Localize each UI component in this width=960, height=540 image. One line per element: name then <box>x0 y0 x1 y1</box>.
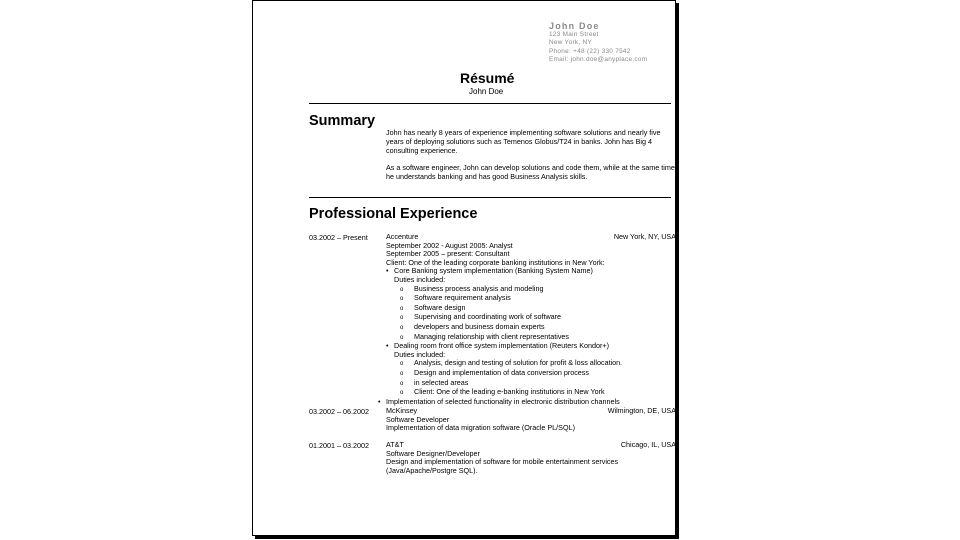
job-company: AT&T <box>386 440 404 449</box>
job-line: September 2002 - August 2005: Analyst <box>386 240 513 250</box>
project-name: Dealing room front office system implementation (Reuters Kondor+) <box>394 341 609 351</box>
duty-item: o developers and business domain experts <box>400 321 545 331</box>
duties-label: Duties included: <box>394 274 446 284</box>
job-line: Implementation of data migration software (Oracle PL/SQL) <box>386 423 575 433</box>
page-subtitle: John Doe <box>469 87 504 96</box>
bullet-icon: • <box>378 396 381 406</box>
experience-heading: Professional Experience <box>309 206 478 222</box>
bullet-icon: • <box>386 266 389 276</box>
job-line: Client: One of the leading corporate banking institutions in New York: <box>386 257 605 267</box>
job-line: Design and implementation of software for mobile entertainment services <box>386 457 619 467</box>
circle-bullet-icon: o <box>400 370 404 377</box>
page-title: Résumé <box>460 70 515 86</box>
duty-item: o Software requirement analysis <box>400 293 511 303</box>
circle-bullet-icon: o <box>400 390 404 397</box>
job-location: New York, NY, USA <box>613 232 676 241</box>
contact-city: New York, NY <box>549 39 593 47</box>
job-company: McKinsey <box>386 406 418 415</box>
duty-item: o Supervising and coordinating work of software <box>400 312 562 322</box>
duty-item: o Client: One of the leading e-banking institutions in New York <box>400 387 605 397</box>
contact-name: John Doe <box>549 21 600 31</box>
job-line: September 2005 – present: Consultant <box>386 249 510 259</box>
job-company: Accenture <box>386 232 419 241</box>
job-location: Wilmington, DE, USA <box>607 406 676 415</box>
job-location: Chicago, IL, USA <box>620 440 676 449</box>
job-line: Software Designer/Developer <box>386 448 480 458</box>
extra-item: • Implementation of selected functionality in electronic distribution channels <box>378 396 620 406</box>
contact-email: Email: john.doe@anyplace.com <box>549 55 648 63</box>
job-date: 03.2002 – Present <box>309 233 368 242</box>
duty-item: o in selected areas <box>400 377 469 387</box>
circle-bullet-icon: o <box>400 296 404 303</box>
duty-item: o Design and implementation of data conversion process <box>400 367 589 377</box>
duty-item: o Business process analysis and modeling <box>400 283 544 293</box>
divider <box>309 197 671 198</box>
project-name: Core Banking system implementation (Banking System Name) <box>394 266 593 276</box>
circle-bullet-icon: o <box>400 315 404 322</box>
resume-page <box>252 0 676 536</box>
circle-bullet-icon: o <box>400 305 404 312</box>
circle-bullet-icon: o <box>400 324 404 331</box>
job-line: (Java/Apache/Postgre SQL). <box>386 465 478 475</box>
circle-bullet-icon: o <box>400 361 404 368</box>
contact-street: 123 Main Street <box>549 31 599 39</box>
duties-label: Duties included: <box>394 349 446 359</box>
job-date: 03.2002 – 06.2002 <box>309 407 369 416</box>
summary-paragraph-2: As a software engineer, John can develop solutions and code them, while at the same time, he understands banking and has good Business Analysis skills. <box>386 163 677 181</box>
summary-heading: Summary <box>309 113 376 129</box>
summary-paragraph-1: John has nearly 8 years of experience implementing software solutions and nearly five years of deploying solutions such as Temenos Globus/T24 in banks. John has Big 4 consulting experience. <box>386 128 661 155</box>
circle-bullet-icon: o <box>400 286 404 293</box>
bullet-icon: • <box>386 341 389 351</box>
duty-item: o Software design <box>400 302 466 312</box>
job-entry <box>378 232 676 406</box>
duty-item: o Analysis, design and testing of solution for profit & loss allocation. <box>400 358 623 368</box>
contact-block <box>549 22 647 64</box>
job-entry <box>386 407 676 433</box>
duty-item: o Managing relationship with client representatives <box>400 331 570 341</box>
job-date: 01.2001 – 03.2002 <box>309 441 369 450</box>
job-line: Software Developer <box>386 414 450 424</box>
circle-bullet-icon: o <box>400 380 404 387</box>
contact-phone: Phone: +48 (22) 330 7542 <box>549 47 631 55</box>
divider <box>309 103 671 104</box>
circle-bullet-icon: o <box>400 334 404 341</box>
job-entry <box>386 441 676 475</box>
